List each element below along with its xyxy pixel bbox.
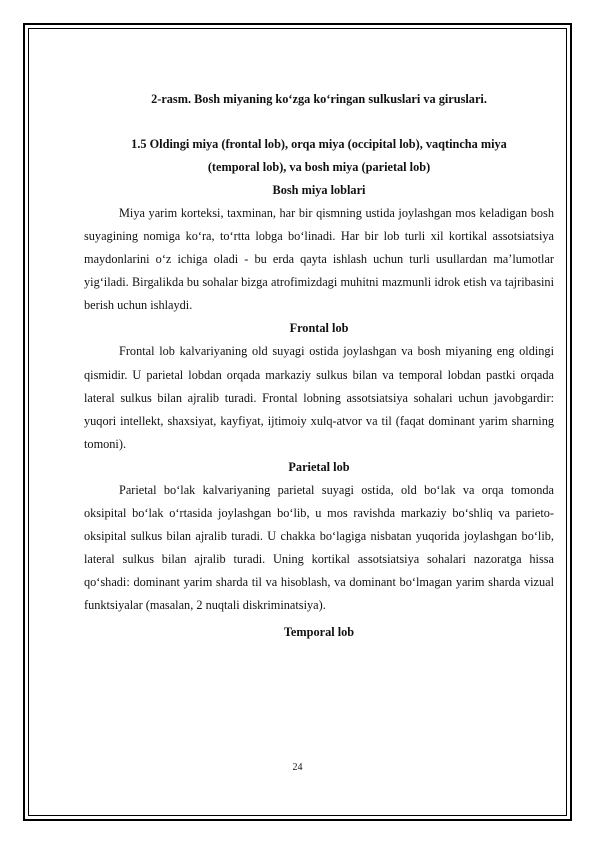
- page-content: [84, 88, 554, 644]
- paragraph-parietal-lobe: Parietal bo‘lak kalvariyaning parietal suyagi ostida, old bo‘lak va orqa tomonda oksipital bo‘lak o‘rtasida joylashgan bo‘lib, u mos ravishda markaziy bo‘shliq va parieto-oksipital sulkus bilan ajralib turadi. U chakka bo‘lagiga nisbatan yuqorida joylashgan bo‘lib, lateral sulkus bilan ajralib turadi. Uning kortikal assotsiatsiya sohalari nazoratga hissa qo‘shadi: dominant yarim sharda til va hisoblash, va dominant bo‘lmagan yarim sharda vizual funktsiyalar (masalan, 2 nuqtali diskriminatsiya).: [84, 482, 554, 613]
- subheading-temporal-lobe: Temporal lob: [283, 624, 355, 639]
- section-title-line-2: (temporal lob), va bosh miya (parietal lob): [207, 160, 431, 174]
- paragraph-brain-lobes: Miya yarim korteksi, taxminan, har bir qismning ustida joylashgan mos keladigan bosh suyagining nomiga ko‘ra, to‘rtta lobga bo‘linadi. Har bir lob turli xil kortikal assotsiatsiya maydonlarini o‘z ichiga oladi - bu erda qayta ishlash uchun turli usullardan ma’lumotlar yig‘iladi. Birgalikda bu sohalar bizga atrofimizdagi muhitni mazmunli idrok etish va tajribasini berish uchun ishlaydi.: [84, 206, 554, 313]
- section-title: [84, 133, 554, 179]
- subheading-brain-lobes: Bosh miya loblari: [272, 183, 366, 197]
- page-number: 24: [292, 762, 303, 773]
- paragraph-frontal-lobe: Frontal lob kalvariyaning old suyagi ostida joylashgan va bosh miyaning eng oldingi qismidir. U parietal lobdan orqada markaziy sulkus bilan va temporal lobdan pastki orqada lateral sulkus bilan ajralib turadi. Frontal lobning assotsiatsiya sohalari uchun javobgardir: yuqori intellekt, shaxsiyat, kayfiyat, ijtimoiy xulq-atvor va til (faqat dominant yarim sharning tomoni).: [84, 344, 554, 451]
- figure-caption: 2-rasm. Bosh miyaning ko‘zga ko‘ringan sulkuslari va giruslari.: [151, 92, 487, 106]
- section-title-line-1: 1.5 Oldingi miya (frontal lob), orqa miya (occipital lob), vaqtincha miya: [131, 137, 507, 151]
- subheading-parietal-lobe: Parietal lob: [288, 459, 350, 474]
- subheading-frontal-lobe: Frontal lob: [289, 321, 349, 336]
